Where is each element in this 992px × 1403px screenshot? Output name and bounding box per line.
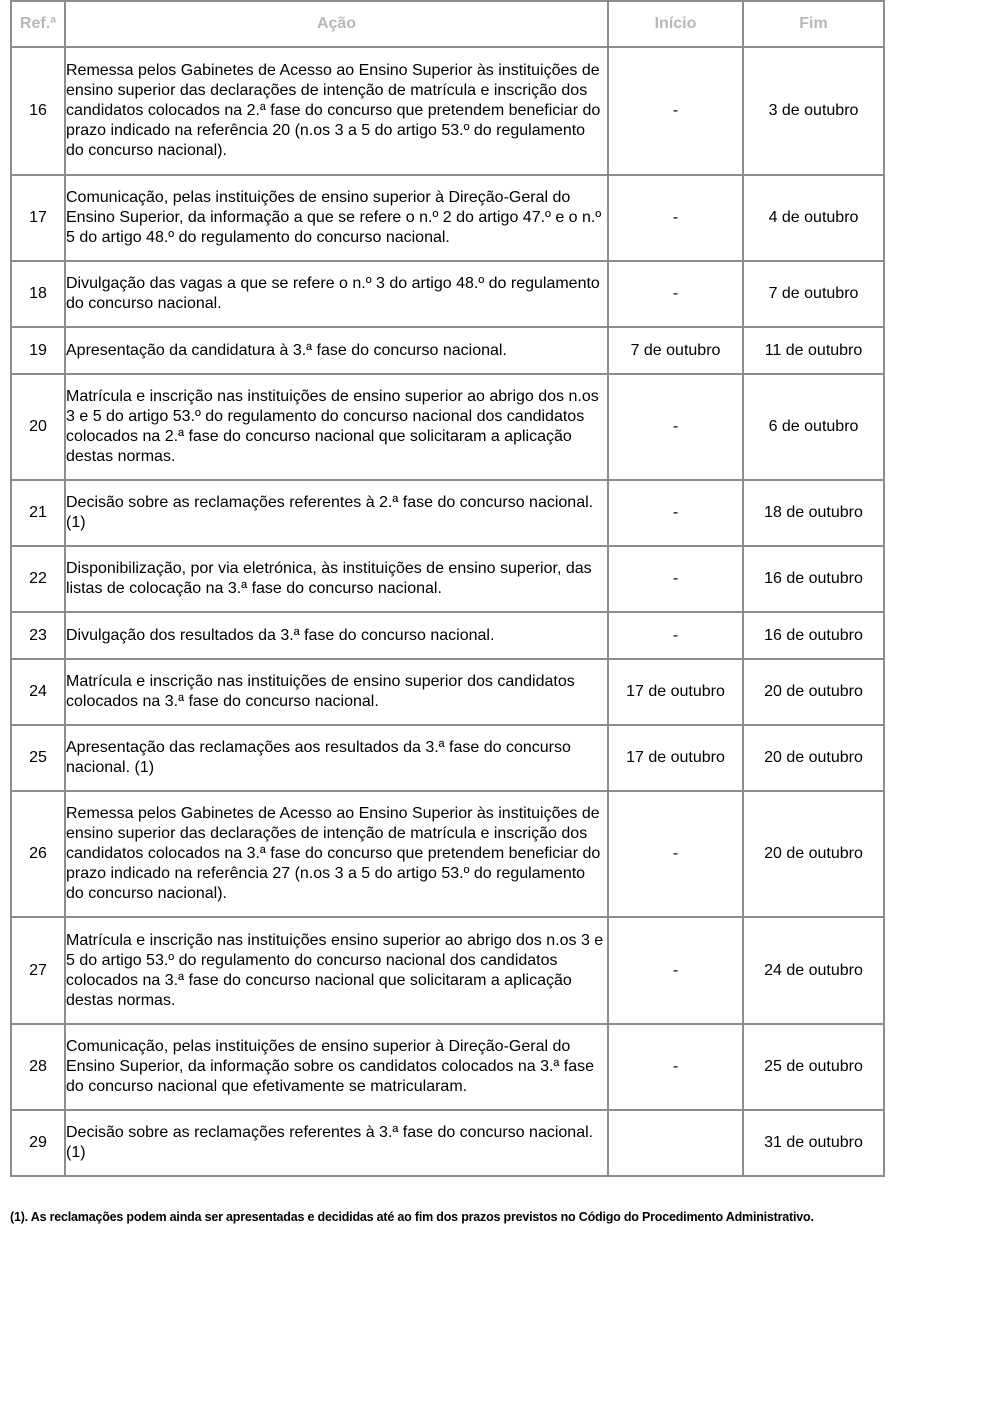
row-ref: 22 — [11, 546, 65, 612]
row-inicio — [608, 1110, 743, 1176]
row-ref: 29 — [11, 1110, 65, 1176]
table-row — [11, 261, 884, 327]
row-acao: Divulgação das vagas a que se refere o n.º 3 do artigo 48.º do regulamento do concurso nacional. — [65, 261, 608, 327]
row-acao: Comunicação, pelas instituições de ensino superior à Direção-Geral do Ensino Superior, da informação a que se refere o n.º 2 do artigo 47.º e o n.º 5 do artigo 48.º do regulamento do concurso nacional. — [65, 175, 608, 261]
row-ref: 21 — [11, 480, 65, 546]
row-ref: 27 — [11, 917, 65, 1024]
row-fim: 25 de outubro — [743, 1024, 884, 1110]
row-ref: 19 — [11, 327, 65, 374]
header-acao: Ação — [65, 1, 608, 47]
row-fim: 24 de outubro — [743, 917, 884, 1024]
row-acao: Comunicação, pelas instituições de ensino superior à Direção-Geral do Ensino Superior, da informação sobre os candidatos colocados na 3.ª fase do concurso nacional que efetivamente se matricularam. — [65, 1024, 608, 1110]
row-fim: 11 de outubro — [743, 327, 884, 374]
row-fim: 20 de outubro — [743, 725, 884, 791]
row-ref: 28 — [11, 1024, 65, 1110]
row-ref: 20 — [11, 374, 65, 480]
row-fim: 18 de outubro — [743, 480, 884, 546]
row-acao: Divulgação dos resultados da 3.ª fase do concurso nacional. — [65, 612, 608, 659]
row-inicio: - — [608, 612, 743, 659]
table-row — [11, 546, 884, 612]
row-fim: 16 de outubro — [743, 612, 884, 659]
row-fim: 3 de outubro — [743, 47, 884, 175]
table-row — [11, 791, 884, 917]
row-ref: 18 — [11, 261, 65, 327]
table-row — [11, 374, 884, 480]
row-acao: Remessa pelos Gabinetes de Acesso ao Ensino Superior às instituições de ensino superior das declarações de intenção de matrícula e inscrição dos candidatos colocados na 2.ª fase do concurso que pretendem beneficiar do prazo indicado na referência 20 (n.os 3 a 5 do artigo 53.º do regulamento do concurso nacional). — [65, 47, 608, 175]
row-inicio: - — [608, 917, 743, 1024]
row-inicio: - — [608, 47, 743, 175]
table-row — [11, 659, 884, 725]
header-ref: Ref.ª — [11, 1, 65, 47]
row-acao: Apresentação da candidatura à 3.ª fase do concurso nacional. — [65, 327, 608, 374]
table-row — [11, 480, 884, 546]
row-acao: Disponibilização, por via eletrónica, às instituições de ensino superior, das listas de colocação na 3.ª fase do concurso nacional. — [65, 546, 608, 612]
row-acao: Decisão sobre as reclamações referentes à 3.ª fase do concurso nacional. (1) — [65, 1110, 608, 1176]
table-row — [11, 327, 884, 374]
row-ref: 17 — [11, 175, 65, 261]
row-acao: Matrícula e inscrição nas instituições de ensino superior ao abrigo dos n.os 3 e 5 do artigo 53.º do regulamento do concurso nacional dos candidatos colocados na 2.ª fase do concurso nacional que solicitaram a aplicação destas normas. — [65, 374, 608, 480]
row-ref: 16 — [11, 47, 65, 175]
table-row — [11, 47, 884, 175]
footnote: (1). As reclamações podem ainda ser apresentadas e decididas até ao fim dos prazos previstos no Código do Procedimento Administrativo. — [10, 1210, 814, 1224]
row-acao: Remessa pelos Gabinetes de Acesso ao Ensino Superior às instituições de ensino superior das declarações de intenção de matrícula e inscrição dos candidatos colocados na 3.ª fase do concurso que pretendem beneficiar do prazo indicado na referência 27 (n.os 3 a 5 do artigo 53.º do regulamento do concurso nacional). — [65, 791, 608, 917]
row-inicio: - — [608, 175, 743, 261]
table-row — [11, 1024, 884, 1110]
header-inicio: Início — [608, 1, 743, 47]
row-fim: 20 de outubro — [743, 659, 884, 725]
row-ref: 25 — [11, 725, 65, 791]
row-fim: 20 de outubro — [743, 791, 884, 917]
row-acao: Matrícula e inscrição nas instituições de ensino superior dos candidatos colocados na 3.ª fase do concurso nacional. — [65, 659, 608, 725]
table-row — [11, 725, 884, 791]
table-row — [11, 917, 884, 1024]
row-inicio: - — [608, 480, 743, 546]
header-fim: Fim — [743, 1, 884, 47]
table-row — [11, 1110, 884, 1176]
row-acao: Matrícula e inscrição nas instituições ensino superior ao abrigo dos n.os 3 e 5 do artigo 53.º do regulamento do concurso nacional dos candidatos colocados na 3.ª fase do concurso nacional que solicitaram a aplicação destas normas. — [65, 917, 608, 1024]
row-inicio: - — [608, 791, 743, 917]
row-inicio: 17 de outubro — [608, 725, 743, 791]
row-ref: 26 — [11, 791, 65, 917]
table-row — [11, 612, 884, 659]
row-fim: 7 de outubro — [743, 261, 884, 327]
row-fim: 31 de outubro — [743, 1110, 884, 1176]
row-inicio: - — [608, 1024, 743, 1110]
row-ref: 24 — [11, 659, 65, 725]
row-inicio: - — [608, 261, 743, 327]
row-inicio: - — [608, 546, 743, 612]
row-inicio: - — [608, 374, 743, 480]
row-fim: 16 de outubro — [743, 546, 884, 612]
row-inicio: 17 de outubro — [608, 659, 743, 725]
schedule-table — [10, 0, 885, 1177]
row-fim: 6 de outubro — [743, 374, 884, 480]
row-ref: 23 — [11, 612, 65, 659]
table-header-row — [11, 1, 884, 47]
row-fim: 4 de outubro — [743, 175, 884, 261]
row-acao: Decisão sobre as reclamações referentes à 2.ª fase do concurso nacional. (1) — [65, 480, 608, 546]
row-inicio: 7 de outubro — [608, 327, 743, 374]
table-row — [11, 175, 884, 261]
row-acao: Apresentação das reclamações aos resultados da 3.ª fase do concurso nacional. (1) — [65, 725, 608, 791]
